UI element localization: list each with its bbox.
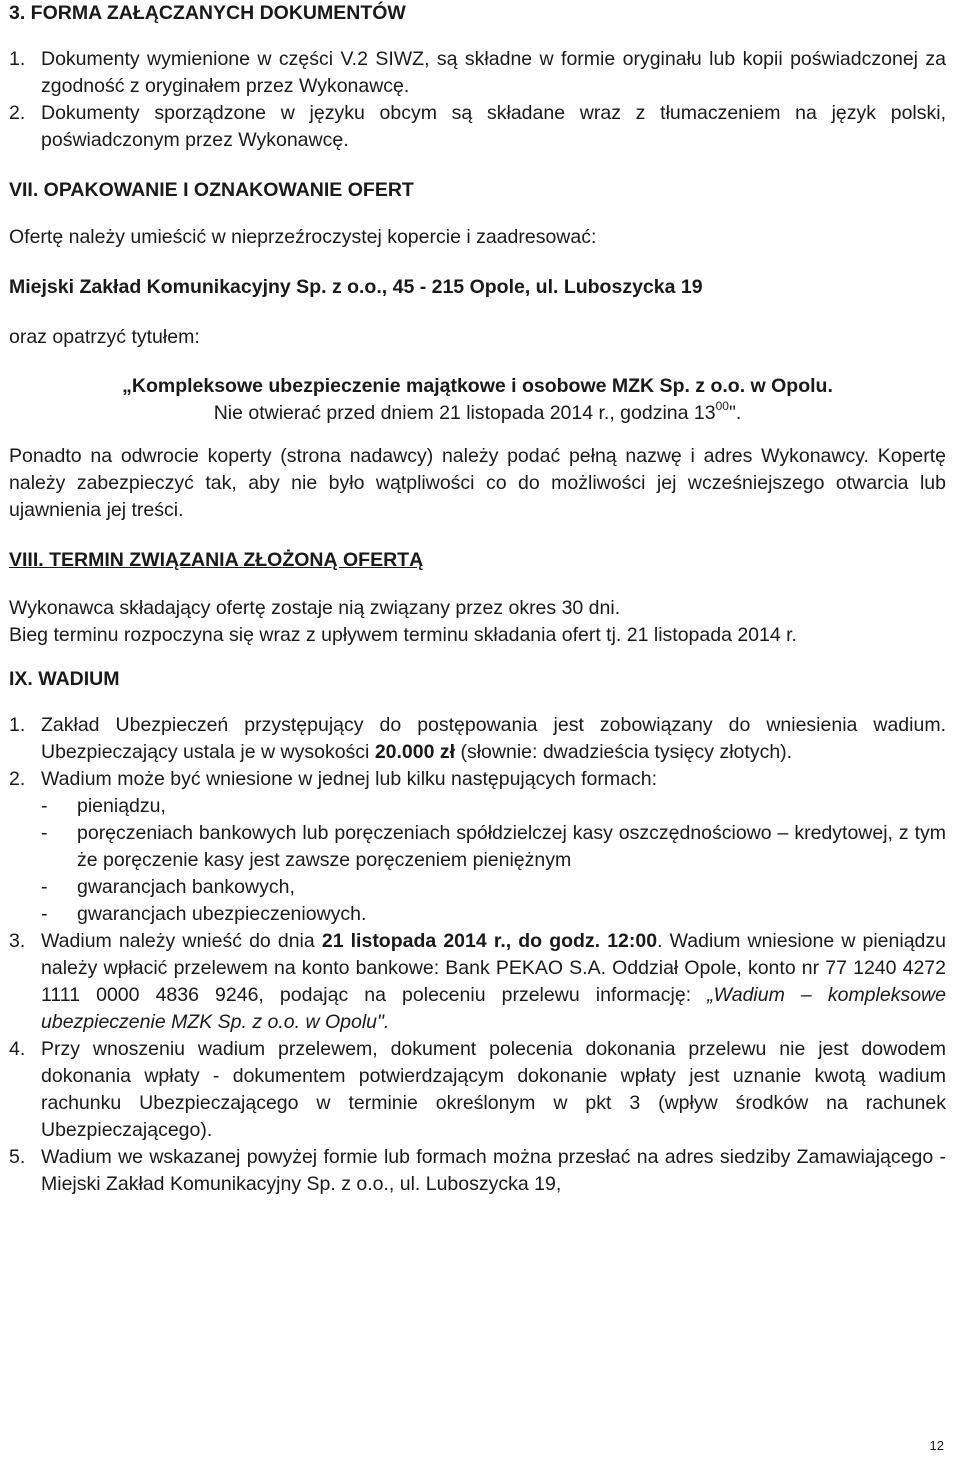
notice-superscript: 00	[715, 398, 729, 413]
item-number: 5.	[9, 1146, 26, 1168]
list-dash: -	[41, 795, 48, 817]
envelope-title: „Kompleksowe ubezpieczenie majątkowe i osobowe MZK Sp. z o.o. w Opolu.	[122, 375, 833, 397]
form-list-item	[9, 874, 946, 901]
item-number: 4.	[9, 1038, 26, 1060]
transfer-title: „Wadium – kompleksowe ubezpieczenie MZK Sp. z o.o. w Opolu".	[41, 984, 946, 1033]
list-dash: -	[41, 822, 48, 844]
form-text: pieniądzu,	[77, 795, 166, 817]
section-3-item-1	[9, 46, 946, 100]
section-8-line-2: Bieg terminu rozpoczyna się wraz z upływem terminu składania ofert tj. 21 listopada 2014 r.	[9, 624, 797, 646]
item-text	[41, 928, 946, 1036]
item-text-a: Zakład Ubezpieczeń przystępujący do postępowania jest zobowiązany do wniesienia wadium. Ubezpieczający ustala je w wysokości	[41, 714, 946, 763]
item-text-b: . Wadium wniesione w pieniądzu należy wpłacić przelewem na konto bankowe: Bank PEKAO S.A. Oddział Opole, konto nr 77 1240 4272 1111 0000 4836 9246, podając na poleceniu przelewu informację:	[41, 930, 946, 1006]
item-number: 1.	[9, 714, 26, 736]
section-7-paragraph: Ponadto na odwrocie koperty (strona nadawcy) należy podać pełną nazwę i adres Wykonawcy. Kopertę należy zabezpieczyć tak, aby nie było wątpliwości co do możliwości jej wcześniejszego otwarcia lub ujawnienia jej treści.	[9, 445, 946, 521]
section-8-line-1: Wykonawca składający ofertę zostaje nią związany przez okres 30 dni.	[9, 597, 621, 619]
form-text: gwarancjach ubezpieczeniowych.	[77, 903, 367, 925]
list-dash: -	[41, 903, 48, 925]
item-text: Wadium we wskazanej powyżej formie lub formach można przesłać na adres siedziby Zamawiającego - Miejski Zakład Komunikacyjny Sp. z o.o., ul. Luboszycka 19,	[41, 1146, 946, 1195]
form-list-item	[9, 793, 946, 820]
section-7-heading: VII. OPAKOWANIE I OZNAKOWANIE OFERT	[9, 179, 414, 201]
title-intro: oraz opatrzyć tytułem:	[9, 326, 200, 348]
section-9-item-1	[9, 712, 946, 766]
form-text: poręczeniach bankowych lub poręczeniach spółdzielczej kasy oszczędnościowo – kredytowej, z tym że poręczenie kasy jest zawsze poręczeniem pieniężnym	[77, 822, 946, 871]
section-8-heading: VIII. TERMIN ZWIĄZANIA ZŁOŻONĄ OFERTĄ	[9, 549, 424, 571]
item-text: Wadium może być wniesione w jednej lub kilku następujących formach:	[41, 768, 657, 790]
recipient-address: Miejski Zakład Komunikacyjny Sp. z o.o., 45 - 215 Opole, ul. Luboszycka 19	[9, 276, 703, 298]
section-9-heading: IX. WADIUM	[9, 668, 120, 690]
item-text	[41, 712, 946, 766]
notice-text: Nie otwierać przed dniem 21 listopada 2014 r., godzina 13	[213, 402, 716, 424]
form-text: gwarancjach bankowych,	[77, 876, 295, 898]
list-dash: -	[41, 876, 48, 898]
item-number: 2.	[9, 102, 26, 124]
envelope-notice	[9, 400, 946, 427]
item-number: 1.	[9, 48, 26, 70]
wadium-deadline: 21 listopada 2014 r., do godz. 12:00	[321, 930, 658, 952]
item-number: 3.	[9, 930, 26, 952]
section-9-item-3	[9, 928, 946, 1036]
document-page	[9, 0, 946, 1198]
notice-end: ".	[728, 402, 742, 424]
page-number: 12	[929, 1438, 944, 1453]
section-9-item-4	[9, 1036, 946, 1144]
section-7-intro: Ofertę należy umieścić w nieprzeźroczystej kopercie i zaadresować:	[9, 226, 597, 248]
form-list-item	[9, 901, 946, 928]
item-text: Dokumenty sporządzone w języku obcym są składane wraz z tłumaczeniem na język polski, poświadczonym przez Wykonawcę.	[41, 102, 946, 151]
item-text: Dokumenty wymienione w części V.2 SIWZ, są składne w formie oryginału lub kopii poświadczonej za zgodność z oryginałem przez Wykonawcę.	[41, 48, 946, 97]
item-number: 2.	[9, 768, 26, 790]
item-text: Przy wnoszeniu wadium przelewem, dokument polecenia dokonania przelewu nie jest dowodem dokonania wpłaty - dokumentem potwierdzającym dokonanie wpłaty jest uznanie kwotą wadium rachunku Ubezpieczającego w terminie określonym w pkt 3 (wpływ środków na rachunek Ubezpieczającego).	[41, 1038, 946, 1141]
wadium-amount: 20.000 zł	[374, 741, 456, 763]
section-9-item-2	[9, 766, 946, 793]
form-list-item	[9, 820, 946, 874]
item-text-b: (słownie: dwadzieścia tysięcy złotych).	[455, 741, 793, 763]
section-3-item-2	[9, 100, 946, 154]
section-3-heading: 3. FORMA ZAŁĄCZANYCH DOKUMENTÓW	[9, 2, 406, 24]
section-9-item-5	[9, 1144, 946, 1198]
item-text-a: Wadium należy wnieść do dnia	[41, 930, 322, 952]
